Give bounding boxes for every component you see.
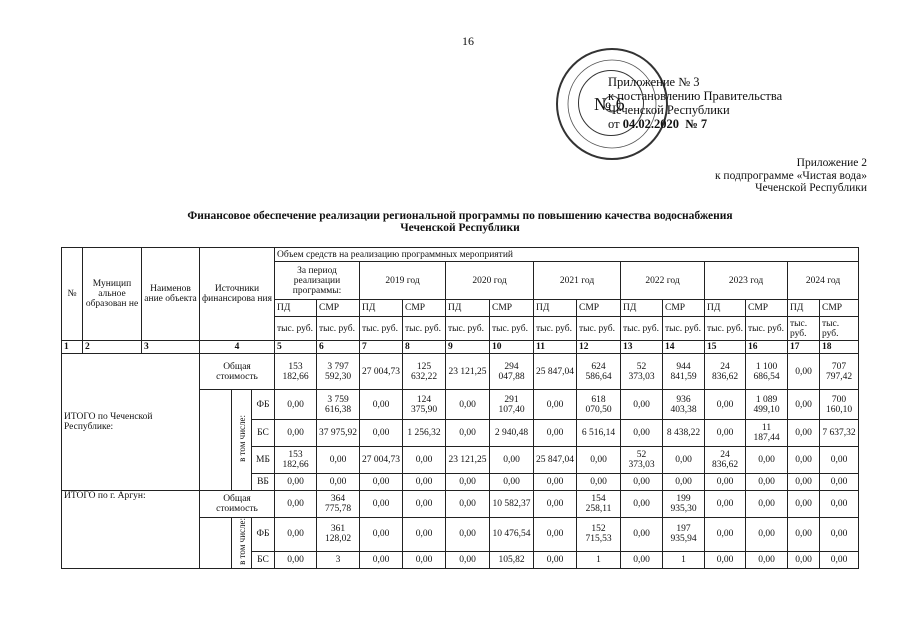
value-cell: 3 797 592,30	[317, 354, 360, 390]
header-smr: СМР	[317, 300, 360, 317]
value-cell: 37 975,92	[317, 420, 360, 447]
value-cell: 7 637,32	[820, 420, 859, 447]
in-that-number-label	[232, 518, 252, 569]
value-cell: 0,00	[360, 420, 403, 447]
value-cell: 153 182,66	[275, 447, 317, 474]
value-cell: 624 586,64	[577, 354, 621, 390]
value-cell: 0,00	[275, 551, 317, 568]
value-cell: 11 187,44	[746, 420, 788, 447]
resolution-date: 04.02.2020	[622, 117, 679, 131]
source-code: БС	[252, 551, 275, 568]
value-cell: 0,00	[360, 390, 403, 420]
appendix-2-header	[715, 157, 867, 195]
value-cell: 1 100 686,54	[746, 354, 788, 390]
header-units: тыс. руб.	[403, 317, 446, 341]
value-cell: 0,00	[275, 474, 317, 491]
value-cell: 1 089 499,10	[746, 390, 788, 420]
value-cell: 0,00	[446, 551, 490, 568]
value-cell: 0,00	[746, 491, 788, 518]
value-cell: 8 438,22	[663, 420, 705, 447]
appendix-2-republic: Чеченской Республики	[755, 182, 867, 194]
value-cell: 0,00	[403, 551, 446, 568]
date-prefix: от	[608, 117, 623, 131]
column-number: 10	[490, 341, 534, 354]
header-units: тыс. руб.	[820, 317, 859, 341]
value-cell: 936 403,38	[663, 390, 705, 420]
appendix-3-date-line	[608, 117, 878, 131]
value-cell: 0,00	[788, 354, 820, 390]
header-units: тыс. руб.	[663, 317, 705, 341]
header-pd: ПД	[446, 300, 490, 317]
value-cell: 0,00	[820, 447, 859, 474]
value-cell: 2 940,48	[490, 420, 534, 447]
header-pd: ПД	[360, 300, 403, 317]
column-number: 8	[403, 341, 446, 354]
value-cell: 0,00	[621, 491, 663, 518]
value-cell: 0,00	[490, 447, 534, 474]
value-cell: 0,00	[705, 518, 746, 552]
column-number: 5	[275, 341, 317, 354]
value-cell: 0,00	[820, 491, 859, 518]
value-cell: 0,00	[820, 474, 859, 491]
value-cell: 0,00	[534, 420, 577, 447]
in-that-number-text: в том числе:	[236, 518, 247, 565]
value-cell: 23 121,25	[446, 354, 490, 390]
table-row	[62, 491, 859, 518]
value-cell: 152 715,53	[577, 518, 621, 552]
column-number: 9	[446, 341, 490, 354]
source-code: ФБ	[252, 518, 275, 552]
header-sources: Источники финансирова ния	[200, 248, 275, 341]
value-cell: 25 847,04	[534, 447, 577, 474]
value-cell: 25 847,04	[534, 354, 577, 390]
appendix-3-header	[608, 75, 878, 131]
value-cell: 1 256,32	[403, 420, 446, 447]
table-row	[62, 354, 859, 390]
value-cell: 0,00	[534, 551, 577, 568]
value-cell: 27 004,73	[360, 447, 403, 474]
value-cell: 0,00	[446, 491, 490, 518]
value-cell: 0,00	[788, 447, 820, 474]
column-number: 13	[621, 341, 663, 354]
value-cell: 0,00	[705, 474, 746, 491]
value-cell: 0,00	[446, 390, 490, 420]
column-number: 3	[142, 341, 200, 354]
value-cell: 0,00	[446, 420, 490, 447]
value-cell: 0,00	[788, 420, 820, 447]
header-period: 2019 год	[360, 262, 446, 300]
value-cell: 0,00	[705, 420, 746, 447]
value-cell: 1	[663, 551, 705, 568]
header-units: тыс. руб.	[534, 317, 577, 341]
value-cell: 0,00	[705, 491, 746, 518]
source-code: ФБ	[252, 390, 275, 420]
value-cell: 0,00	[403, 474, 446, 491]
value-cell: 199 935,30	[663, 491, 705, 518]
appendix-3-republic: Чеченской Республики	[608, 103, 730, 117]
column-number: 7	[360, 341, 403, 354]
appendix-3-title: Приложение № 3	[608, 75, 700, 89]
document-title	[140, 210, 780, 234]
column-number: 11	[534, 341, 577, 354]
header-pd: ПД	[705, 300, 746, 317]
column-number: 6	[317, 341, 360, 354]
value-cell: 0,00	[746, 551, 788, 568]
value-cell: 0,00	[534, 491, 577, 518]
value-cell: 23 121,25	[446, 447, 490, 474]
financing-table	[61, 247, 859, 569]
header-units: тыс. руб.	[621, 317, 663, 341]
source-code: МБ	[252, 447, 275, 474]
total-cost-label: Общая стоимость	[200, 491, 275, 518]
value-cell: 0,00	[788, 474, 820, 491]
header-smr: СМР	[820, 300, 859, 317]
header-pd: ПД	[534, 300, 577, 317]
header-units: тыс. руб.	[788, 317, 820, 341]
stamp-number: № 6	[594, 94, 625, 114]
value-cell: 0,00	[746, 447, 788, 474]
value-cell: 707 797,42	[820, 354, 859, 390]
column-number: 18	[820, 341, 859, 354]
value-cell: 0,00	[275, 390, 317, 420]
value-cell: 0,00	[621, 474, 663, 491]
value-cell: 0,00	[746, 518, 788, 552]
value-cell: 0,00	[360, 551, 403, 568]
value-cell: 124 375,90	[403, 390, 446, 420]
header-smr: СМР	[577, 300, 621, 317]
value-cell: 0,00	[275, 420, 317, 447]
value-cell: 0,00	[360, 491, 403, 518]
value-cell: 0,00	[534, 518, 577, 552]
spacer-cell	[200, 390, 232, 491]
value-cell: 24 836,62	[705, 447, 746, 474]
value-cell: 0,00	[403, 518, 446, 552]
header-municipality: Муницип альное образован не	[83, 248, 142, 341]
header-pd: ПД	[788, 300, 820, 317]
value-cell: 0,00	[317, 447, 360, 474]
header-period: 2020 год	[446, 262, 534, 300]
value-cell: 27 004,73	[360, 354, 403, 390]
header-smr: СМР	[746, 300, 788, 317]
appendix-3-resolution: к постановлению Правительства	[608, 89, 783, 103]
value-cell: 105,82	[490, 551, 534, 568]
column-number: 12	[577, 341, 621, 354]
column-number: 17	[788, 341, 820, 354]
value-cell: 0,00	[534, 474, 577, 491]
header-object: Наименов ание объекта	[142, 248, 200, 341]
value-cell: 0,00	[621, 551, 663, 568]
group-name: ИТОГО по Чеченской Республике:	[62, 354, 200, 491]
value-cell: 6 516,14	[577, 420, 621, 447]
document-title-line1: Финансовое обеспечение реализации региональной программы по повышению качества водоснабжения	[187, 210, 733, 222]
value-cell: 10 582,37	[490, 491, 534, 518]
column-number: 15	[705, 341, 746, 354]
value-cell: 0,00	[446, 518, 490, 552]
header-volume: Объем средств на реализацию программных мероприятий	[275, 248, 859, 262]
header-period: 2021 год	[534, 262, 621, 300]
value-cell: 364 775,78	[317, 491, 360, 518]
value-cell: 0,00	[275, 518, 317, 552]
value-cell: 0,00	[490, 474, 534, 491]
header-period: 2024 год	[788, 262, 859, 300]
page-number: 16	[462, 34, 474, 48]
value-cell: 0,00	[746, 474, 788, 491]
value-cell: 0,00	[577, 447, 621, 474]
value-cell: 0,00	[705, 390, 746, 420]
value-cell: 0,00	[577, 474, 621, 491]
value-cell: 700 160,10	[820, 390, 859, 420]
value-cell: 1	[577, 551, 621, 568]
value-cell: 0,00	[621, 518, 663, 552]
value-cell: 0,00	[534, 390, 577, 420]
header-smr: СМР	[663, 300, 705, 317]
column-number: 16	[746, 341, 788, 354]
header-pd: ПД	[275, 300, 317, 317]
value-cell: 0,00	[663, 447, 705, 474]
source-code: БС	[252, 420, 275, 447]
value-cell: 294 047,88	[490, 354, 534, 390]
header-units: тыс. руб.	[577, 317, 621, 341]
appendix-2-title: Приложение 2	[796, 157, 867, 169]
column-number: 1	[62, 341, 83, 354]
value-cell: 153 182,66	[275, 354, 317, 390]
value-cell: 10 476,54	[490, 518, 534, 552]
value-cell: 3	[317, 551, 360, 568]
column-number: 14	[663, 341, 705, 354]
value-cell: 0,00	[403, 491, 446, 518]
value-cell: 52 373,03	[621, 354, 663, 390]
value-cell: 0,00	[621, 390, 663, 420]
value-cell: 52 373,03	[621, 447, 663, 474]
value-cell: 0,00	[360, 474, 403, 491]
header-units: тыс. руб.	[317, 317, 360, 341]
value-cell: 3 759 616,38	[317, 390, 360, 420]
value-cell: 291 107,40	[490, 390, 534, 420]
value-cell: 361 128,02	[317, 518, 360, 552]
header-units: тыс. руб.	[705, 317, 746, 341]
value-cell: 0,00	[663, 474, 705, 491]
value-cell: 0,00	[820, 518, 859, 552]
header-pd: ПД	[621, 300, 663, 317]
value-cell: 0,00	[788, 518, 820, 552]
value-cell: 0,00	[403, 447, 446, 474]
column-number: 4	[200, 341, 275, 354]
header-units: тыс. руб.	[746, 317, 788, 341]
value-cell: 0,00	[275, 491, 317, 518]
value-cell: 944 841,59	[663, 354, 705, 390]
header-units: тыс. руб.	[446, 317, 490, 341]
in-that-number-text: в том числе:	[236, 415, 247, 462]
header-units: тыс. руб.	[275, 317, 317, 341]
value-cell: 0,00	[820, 551, 859, 568]
value-cell: 0,00	[788, 491, 820, 518]
resolution-number: № 7	[685, 117, 708, 131]
value-cell: 125 632,22	[403, 354, 446, 390]
value-cell: 197 935,94	[663, 518, 705, 552]
column-number: 2	[83, 341, 142, 354]
spacer-cell	[200, 518, 232, 569]
value-cell: 0,00	[317, 474, 360, 491]
total-cost-label: Общая стоимость	[200, 354, 275, 390]
in-that-number-label	[232, 390, 252, 491]
value-cell: 618 070,50	[577, 390, 621, 420]
value-cell: 0,00	[621, 420, 663, 447]
header-smr: СМР	[490, 300, 534, 317]
value-cell: 0,00	[705, 551, 746, 568]
header-smr: СМР	[403, 300, 446, 317]
header-units: тыс. руб.	[360, 317, 403, 341]
document-title-line2: Чеченской Республики	[400, 222, 520, 234]
header-units: тыс. руб.	[490, 317, 534, 341]
header-period: 2022 год	[621, 262, 705, 300]
header-no: №	[62, 248, 83, 341]
value-cell: 0,00	[788, 390, 820, 420]
value-cell: 24 836,62	[705, 354, 746, 390]
appendix-2-subprogram: к подпрограмме «Чистая вода»	[714, 169, 867, 182]
header-period: За период реализации программы:	[275, 262, 360, 300]
value-cell: 0,00	[446, 474, 490, 491]
value-cell: 154 258,11	[577, 491, 621, 518]
value-cell: 0,00	[788, 551, 820, 568]
source-code: ВБ	[252, 474, 275, 491]
header-period: 2023 год	[705, 262, 788, 300]
group-name: ИТОГО по г. Аргун:	[62, 491, 200, 569]
value-cell: 0,00	[360, 518, 403, 552]
